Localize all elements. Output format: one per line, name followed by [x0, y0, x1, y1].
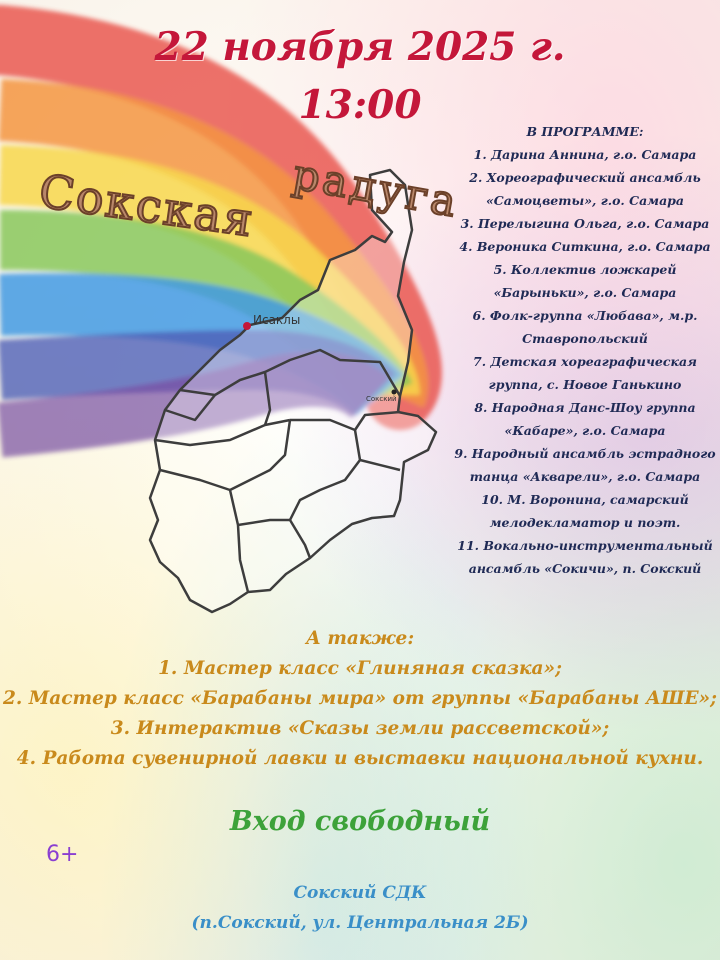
program-line: «Самоцветы», г.о. Самара — [485, 193, 685, 208]
free-entry-label: Вход свободный — [229, 806, 491, 837]
isakly-marker — [243, 322, 251, 330]
also-line: 1. Мастер класс «Глиняная сказка»; — [158, 658, 562, 679]
event-date: 22 ноября 2025 г. — [154, 24, 566, 70]
title-word-raduga: радуга — [289, 149, 463, 227]
program-line: «Кабаре», г.о. Самара — [504, 423, 666, 438]
age-rating-badge: 6+ — [46, 842, 79, 867]
also-line: 3. Интерактив «Сказы земли рассветской»; — [110, 718, 610, 739]
program-line: 8. Народная Данс-Шоу группа — [474, 400, 696, 415]
program-line: «Барыньки», г.о. Самара — [493, 285, 677, 300]
also-line: 4. Работа сувенирной лавки и выставки национальной кухни. — [16, 748, 704, 769]
city-label-isakly: Исаклы — [253, 313, 301, 327]
program-line: мелодекламатор и поэт. — [489, 515, 681, 530]
program-line: 9. Народный ансамбль эстрадного — [454, 446, 716, 461]
also-heading: А также: — [305, 628, 415, 649]
also-line: 2. Мастер класс «Барабаны мира» от группы «Барабаны АШЕ»; — [3, 688, 717, 709]
venue-block — [0, 878, 720, 938]
program-line: 5. Коллектив ложкарей — [493, 262, 677, 277]
venue-address: (п.Сокский, ул. Центральная 2Б) — [191, 913, 529, 933]
program-line: группа, с. Новое Ганькино — [488, 377, 682, 392]
program-line: танца «Акварели», г.о. Самара — [469, 469, 701, 484]
program-line: ансамбль «Сокичи», п. Сокский — [468, 561, 702, 576]
program-line: 7. Детская хореаграфическая — [473, 354, 697, 369]
program-line: 11. Вокально-инструментальный — [457, 538, 713, 553]
village-label-soksky: Сокский — [366, 395, 397, 403]
title-word-sokskaya: Сокская — [35, 163, 258, 248]
program-line: 4. Вероника Ситкина, г.о. Самара — [459, 239, 711, 254]
program-heading: В ПРОГРАММЕ: — [526, 124, 644, 139]
also-section — [0, 624, 720, 774]
program-line: 10. М. Воронина, самарский — [481, 492, 689, 507]
program-line: 1. Дарина Аннина, г.о. Самара — [473, 147, 697, 162]
venue-name: Сокский СДК — [293, 883, 427, 903]
event-time: 13:00 — [298, 82, 422, 128]
soksky-marker — [392, 390, 397, 395]
program-line: 2. Хореографический ансамбль — [469, 170, 701, 185]
program-line: 3. Перелыгина Ольга, г.о. Самара — [460, 216, 710, 231]
program-list — [450, 120, 720, 580]
program-line: 6. Фолк-группа «Любава», м.р. — [472, 308, 698, 323]
program-line: Ставропольский — [522, 331, 648, 346]
